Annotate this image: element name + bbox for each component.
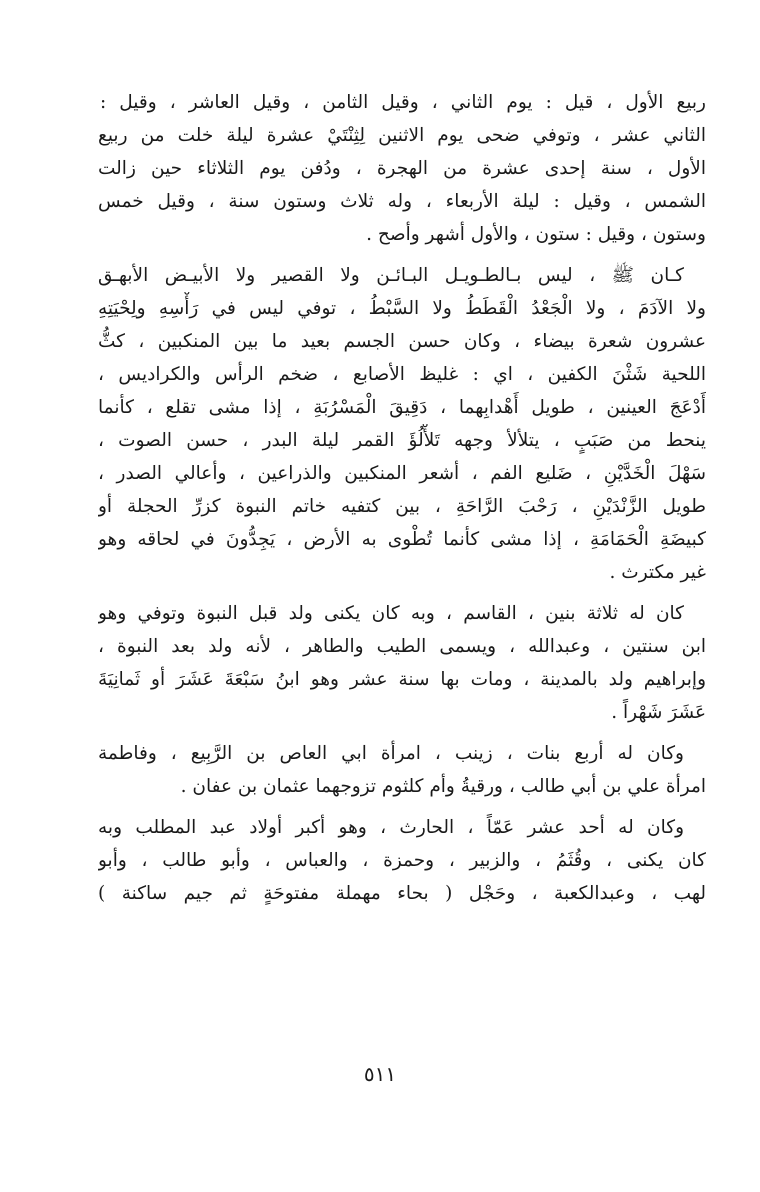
paragraph-1: [98, 86, 706, 251]
paragraph-4: [98, 737, 706, 803]
text-line: كـان ﷺ ، ليس بـالطـويـل البـائـن ولا القصير ولا الأبيـض الأبهـق: [98, 265, 684, 286]
paragraph-3: [98, 597, 706, 729]
text-line: أَدْعَجَ العينين ، طويل أَهْدابِهما ، دَقِيقَ الْمَسْرُبَةِ ، إذا مشى تقلع ، كأنما: [98, 397, 706, 418]
text-line: الأول ، سنة إحدى عشرة من الهجرة ، ودُفن يوم الثلاثاء حين زالت: [98, 158, 706, 179]
text-line: لهب ، وعبدالكعبة ، وحَجْل ( بحاء مهملة مفتوحَةٍ ثم جيم ساكنة ): [98, 883, 706, 904]
text-line: وكان له أربع بنات ، زينب ، امرأة ابي العاص بن الرَّبِيع ، وفاطمة: [98, 743, 684, 764]
text-line: كان له ثلاثة بنين ، القاسم ، وبه كان يكنى ولد قبل النبوة وتوفي وهو: [98, 603, 684, 624]
text-line: سَهْلَ الْخَدَّيْنِ ، ضَليع الفم ، أشعر المنكبين والذراعين ، وأعالي الصدر ،: [98, 463, 706, 484]
text-line: ينحط من صَبَبٍ ، يتلألأ وجهه تَلأْلُؤَ القمر ليلة البدر ، حسن الصوت ،: [98, 430, 706, 451]
text-line: الثاني عشر ، وتوفي ضحى يوم الاثنين لِثِنْتَيْ عشرة ليلة خلت من ربيع: [98, 125, 706, 146]
text-line: وإبراهيم ولد بالمدينة ، ومات بها سنة عشر وهو ابنُ سَبْعَةَ عَشَرَ أو ثَمانِيَةَ: [98, 669, 706, 690]
page-number: ٥١١: [363, 1062, 397, 1086]
text-line: عشرون شعرة بيضاء ، وكان حسن الجسم بعيد ما بين المنكبين ، كثُّ: [98, 331, 706, 352]
text-line: عَشَرَ شَهْراً .: [611, 702, 706, 723]
text-line: اللحية شَثْنَ الكفين ، اي : غليظ الأصابع ، ضخم الرأس والكراديس ،: [98, 364, 706, 385]
text-line: كبيضَةِ الْحَمَامَةِ ، إذا مشى كأنما تُطْوى به الأرض ، يَجِدُّونَ في لحاقه وهو: [98, 529, 706, 550]
text-line: الشمس ، وقيل : ليلة الأربعاء ، وله ثلاث وستون سنة ، وقيل خمس: [98, 191, 706, 212]
document-page: [98, 86, 706, 918]
text-line: امرأة علي بن أبي طالب ، ورقيةُ وأم كلثوم تزوجهما عثمان بن عفان .: [180, 776, 706, 797]
paragraph-5: [98, 811, 706, 910]
text-line: ولا الآدَمَ ، ولا الْجَعْدُ الْقَطَطُ ولا السَّبْطُ ، توفي ليس في رَأْسِهِ ولِحْيَتِهِ: [98, 298, 706, 319]
text-line: ربيع الأول ، قيل : يوم الثاني ، وقيل الثامن ، وقيل العاشر ، وقيل :: [100, 92, 706, 113]
text-line: وكان له أحد عشر عَمّاً ، الحارث ، وهو أكبر أولاد عبد المطلب وبه: [98, 817, 684, 838]
text-line: غير مكترث .: [609, 562, 706, 583]
text-line: كان يكنى ، وقُثَمُ ، والزبير ، وحمزة ، والعباس ، وأبو طالب ، وأبو: [98, 850, 706, 871]
text-line: ابن سنتين ، وعبدالله ، ويسمى الطيب والطاهر ، لأنه ولد بعد النبوة ،: [98, 636, 706, 657]
text-line: طويل الزَّنْدَيْنِ ، رَحْبَ الرَّاحَةِ ، بين كتفيه خاتم النبوة كزرِّ الحجلة أو: [98, 496, 706, 517]
paragraph-2: [98, 259, 706, 589]
text-line: وستون ، وقيل : ستون ، والأول أشهر وأصح .: [366, 224, 706, 245]
